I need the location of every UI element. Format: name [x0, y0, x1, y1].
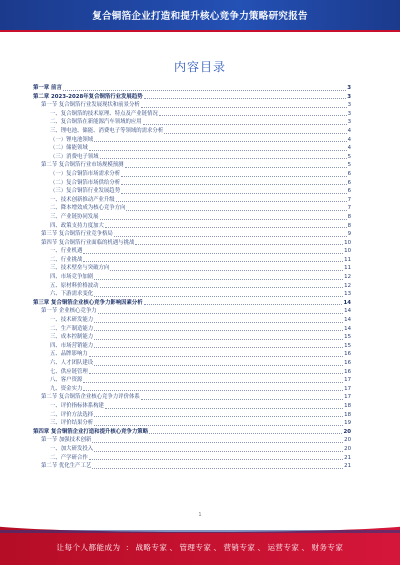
toc-entry[interactable]: [33, 385, 351, 394]
toc-entry[interactable]: [33, 187, 351, 196]
toc-entry-page: 3: [347, 93, 351, 100]
toc-entry-title: 二、行业挑战: [50, 256, 83, 263]
toc-entry-title: 第四章 复合铜箔企业打造和提升核心竞争力策略: [33, 428, 149, 435]
toc-entry[interactable]: [33, 256, 351, 265]
toc-entry-title: （三）复合铜箔行业发展趋势: [50, 188, 121, 195]
report-title: 复合铜箔企业打造和提升核心竞争力策略研究报告: [92, 11, 308, 22]
toc-entry-title: 第一节 复合铜箔行业发展现状和前景分析: [41, 102, 140, 109]
footer-banner: [0, 522, 400, 565]
toc-entry-title: 三、评价结果分析: [50, 420, 94, 427]
toc-leader-dots: [149, 432, 342, 434]
toc-entry[interactable]: [33, 161, 351, 170]
toc-leader-dots: [94, 321, 343, 323]
toc-entry-page: 3: [347, 119, 351, 126]
toc-entry-title: 三、成本控制能力: [50, 334, 94, 341]
toc-leader-dots: [125, 166, 347, 168]
toc-entry[interactable]: [33, 462, 351, 471]
toc-leader-dots: [83, 381, 343, 383]
table-of-contents: [33, 84, 351, 471]
toc-entry-title: 四、市场竞争加剧: [50, 274, 94, 281]
toc-leader-dots: [89, 458, 343, 460]
toc-entry-title: 第二章 2023-2028年复合铜箔行业发展趋势: [33, 93, 143, 100]
toc-entry-title: 五、品牌影响力: [50, 351, 88, 358]
toc-leader-dots: [126, 209, 346, 211]
toc-entry-page: 10: [344, 248, 351, 255]
toc-leader-dots: [94, 424, 343, 426]
toc-entry[interactable]: [33, 264, 351, 273]
toc-leader-dots: [105, 407, 343, 409]
toc-entry[interactable]: [33, 136, 351, 145]
toc-entry-title: 二、评价方法选择: [50, 411, 94, 418]
toc-entry-page: 6: [347, 188, 351, 195]
toc-entry-title: 一、评价指标体系构建: [50, 402, 104, 409]
toc-entry-page: 6: [347, 170, 351, 177]
toc-entry-page: 10: [344, 239, 351, 246]
toc-entry-page: 4: [347, 145, 351, 152]
toc-entry-page: 20: [344, 437, 351, 444]
toc-leader-dots: [98, 312, 344, 314]
toc-entry[interactable]: [33, 350, 351, 359]
toc-entry-page: 17: [344, 385, 351, 392]
toc-entry-page: 21: [344, 454, 351, 461]
toc-entry-title: 第二节 复合铜箔行业市场规模预测: [41, 162, 124, 169]
footer-separator: 、: [213, 543, 222, 552]
toc-entry-title: 六、人才团队建设: [50, 360, 94, 366]
toc-entry-page: 20: [344, 445, 351, 452]
toc-entry[interactable]: [33, 282, 351, 291]
toc-entry-page: 14: [344, 317, 351, 324]
toc-leader-dots: [100, 286, 344, 288]
toc-entry-title: （三）消费电子领域: [50, 153, 99, 160]
footer-separator: 、: [257, 543, 266, 552]
toc-entry[interactable]: [33, 127, 351, 136]
toc-entry-page: 14: [344, 308, 351, 315]
footer-role: 运营专家: [267, 543, 300, 552]
toc-entry-page: 8: [347, 222, 351, 229]
toc-entry-page: 12: [344, 274, 351, 281]
footer-role: 战略专家: [135, 543, 168, 552]
toc-entry[interactable]: [33, 376, 351, 385]
toc-leader-dots: [114, 235, 347, 237]
toc-entry[interactable]: [33, 290, 351, 299]
toc-entry-title: 九、资金实力: [50, 385, 83, 392]
toc-entry-title: （二）储能领域: [50, 145, 88, 152]
toc-entry-page: 15: [344, 334, 351, 341]
toc-entry-title: 四、政策支持力度加大: [50, 222, 104, 229]
toc-entry-title: 一、技术创新推动产业升级: [50, 196, 115, 203]
toc-entry-page: 20: [343, 428, 351, 435]
toc-entry[interactable]: [33, 307, 351, 316]
toc-entry[interactable]: [33, 101, 351, 110]
toc-entry-page: 11: [344, 256, 351, 263]
toc-entry-page: 14: [344, 325, 351, 332]
toc-entry[interactable]: [33, 196, 351, 205]
toc-entry-page: 6: [347, 179, 351, 186]
toc-entry-title: 四、市场营销能力: [50, 342, 94, 349]
toc-leader-dots: [141, 106, 347, 108]
toc-title: 内容目录: [173, 60, 226, 74]
toc-entry[interactable]: [33, 436, 351, 445]
toc-entry-title: （二）复合铜箔市场供给分析: [50, 179, 121, 186]
toc-entry-page: 13: [344, 291, 351, 298]
toc-entry-page: 3: [347, 102, 351, 109]
toc-leader-dots: [94, 364, 343, 366]
toc-entry[interactable]: [33, 84, 351, 93]
toc-entry-title: 五、原材料价格波动: [50, 282, 99, 289]
toc-entry-page: 5: [347, 153, 351, 160]
toc-entry[interactable]: [33, 359, 351, 368]
toc-leader-dots: [83, 260, 343, 262]
toc-entry[interactable]: [33, 222, 351, 231]
footer-slogan: [0, 542, 400, 553]
toc-entry[interactable]: [33, 144, 351, 153]
toc-leader-dots: [164, 132, 346, 134]
toc-entry-title: 第四节 复合铜箔行业面临的机遇与挑战: [41, 239, 135, 246]
toc-entry-page: 4: [347, 127, 351, 134]
page-number: 1: [198, 512, 202, 518]
footer-lead: 让每个人都能成为: [56, 543, 121, 552]
toc-leader-dots: [92, 441, 343, 443]
toc-entry-title: （一）复合铜箔市场需求分析: [50, 170, 121, 177]
toc-leader-dots: [135, 243, 343, 245]
toc-entry-title: 二、复合铜箔在新能源汽车领域的应用: [50, 119, 142, 126]
toc-entry-page: 21: [344, 463, 351, 470]
toc-entry[interactable]: [33, 428, 351, 437]
toc-entry-title: 第一节 加强技术创新: [41, 437, 92, 444]
toc-entry-title: 一、技术研发能力: [50, 317, 94, 324]
toc-entry[interactable]: [33, 368, 351, 377]
toc-leader-dots: [144, 303, 343, 305]
toc-leader-dots: [121, 183, 346, 185]
toc-entry[interactable]: [33, 316, 351, 325]
toc-leader-dots: [94, 140, 346, 142]
footer-separator: 、: [169, 543, 178, 552]
toc-entry[interactable]: [33, 273, 351, 282]
toc-entry-title: 第一章 前言: [33, 85, 62, 91]
toc-entry-title: 一、复合铜箔的技术原理、特点及产业链情况: [50, 110, 158, 117]
toc-entry-title: 八、客户资源: [50, 377, 83, 384]
toc-entry-page: 12: [344, 282, 351, 289]
toc-leader-dots: [144, 97, 347, 99]
toc-entry-page: 14: [343, 299, 351, 306]
toc-leader-dots: [100, 218, 347, 220]
toc-entry-title: 七、供应链管理: [50, 368, 88, 375]
toc-entry[interactable]: [33, 402, 351, 411]
toc-leader-dots: [121, 175, 346, 177]
toc-entry[interactable]: [33, 454, 351, 463]
toc-leader-dots: [94, 346, 343, 348]
toc-entry[interactable]: [33, 153, 351, 162]
toc-entry[interactable]: [33, 325, 351, 334]
footer-separator: 、: [301, 543, 310, 552]
toc-leader-dots: [83, 389, 343, 391]
toc-leader-dots: [89, 149, 347, 151]
report-header: [0, 0, 400, 30]
toc-entry-title: 第二节 优化生产工艺: [41, 463, 92, 470]
toc-leader-dots: [159, 114, 347, 116]
toc-entry-page: 3: [347, 85, 351, 91]
toc-entry-title: 二、生产制造能力: [50, 325, 94, 332]
toc-leader-dots: [89, 355, 343, 357]
toc-leader-dots: [94, 450, 343, 452]
toc-entry[interactable]: [33, 93, 351, 102]
toc-entry-title: 二、产学研合作: [50, 454, 88, 461]
toc-entry-title: 第三节 复合铜箔行业竞争格局: [41, 231, 113, 238]
toc-leader-dots: [105, 226, 347, 228]
toc-entry-title: 第三章 复合铜箔企业核心竞争力影响因素分析: [33, 299, 143, 306]
toc-entry-page: 7: [347, 205, 351, 212]
footer-separator: ：: [125, 543, 134, 552]
footer-role: 营销专家: [223, 543, 256, 552]
toc-entry-title: 第二节 复合铜箔企业核心竞争力评价体系: [41, 394, 140, 401]
toc-entry[interactable]: [33, 110, 351, 119]
toc-entry-page: 15: [344, 342, 351, 349]
toc-entry[interactable]: [33, 247, 351, 256]
toc-entry[interactable]: [33, 299, 351, 308]
toc-entry-title: 一、加大研发投入: [50, 445, 94, 452]
header-stripe: [0, 30, 400, 32]
toc-leader-dots: [110, 269, 343, 271]
toc-entry-page: 11: [344, 265, 351, 272]
toc-entry-title: 三、产业链协同发展: [50, 213, 99, 220]
toc-entry[interactable]: [33, 411, 351, 420]
toc-entry-page: 16: [344, 360, 351, 366]
footer-role: 管理专家: [179, 543, 212, 552]
toc-entry-page: 17: [344, 377, 351, 384]
toc-leader-dots: [89, 372, 343, 374]
toc-entry-page: 7: [347, 196, 351, 203]
toc-entry-page: 9: [347, 231, 351, 238]
footer-accent-line: [0, 530, 400, 533]
toc-entry-page: 4: [347, 136, 351, 143]
toc-entry-page: 5: [347, 162, 351, 169]
toc-leader-dots: [92, 467, 343, 469]
toc-entry-title: 第一节 企业核心竞争力: [41, 308, 97, 315]
toc-entry-page: 16: [344, 368, 351, 375]
toc-entry-title: 三、技术壁垒与突破方向: [50, 265, 110, 272]
toc-entry[interactable]: [33, 204, 351, 213]
toc-leader-dots: [116, 200, 347, 202]
toc-entry-title: 一、行业机遇: [50, 248, 83, 255]
toc-entry[interactable]: [33, 419, 351, 428]
toc-entry[interactable]: [33, 118, 351, 127]
footer-role: 财务专家: [311, 543, 344, 552]
toc-entry-page: 17: [344, 394, 351, 401]
toc-leader-dots: [94, 278, 343, 280]
toc-leader-dots: [83, 252, 343, 254]
toc-entry-title: 三、锂电池、储能、消费电子等领域的需求分析: [50, 127, 164, 134]
toc-entry[interactable]: [33, 230, 351, 239]
toc-entry-title: （一）锂电池领域: [50, 136, 94, 143]
toc-leader-dots: [63, 89, 346, 91]
toc-entry-page: 8: [347, 213, 351, 220]
toc-entry-page: 19: [344, 420, 351, 427]
toc-leader-dots: [121, 192, 346, 194]
toc-entry[interactable]: [33, 393, 351, 402]
toc-leader-dots: [94, 338, 343, 340]
toc-entry[interactable]: [33, 333, 351, 342]
toc-leader-dots: [94, 329, 343, 331]
toc-entry-page: 18: [344, 402, 351, 409]
toc-entry-page: 16: [344, 351, 351, 358]
toc-leader-dots: [143, 123, 347, 125]
toc-entry-page: 3: [347, 110, 351, 117]
toc-entry-page: 18: [344, 411, 351, 418]
toc-entry[interactable]: [33, 445, 351, 454]
toc-entry[interactable]: [33, 213, 351, 222]
toc-leader-dots: [94, 415, 343, 417]
toc-entry[interactable]: [33, 179, 351, 188]
toc-entry-title: 二、降本增效成为核心竞争方向: [50, 205, 126, 212]
toc-entry[interactable]: [33, 170, 351, 179]
toc-entry[interactable]: [33, 239, 351, 248]
toc-entry[interactable]: [33, 342, 351, 351]
toc-entry-title: 六、下游需求变化: [50, 291, 94, 298]
toc-leader-dots: [100, 157, 347, 159]
toc-leader-dots: [94, 295, 343, 297]
toc-leader-dots: [141, 398, 343, 400]
